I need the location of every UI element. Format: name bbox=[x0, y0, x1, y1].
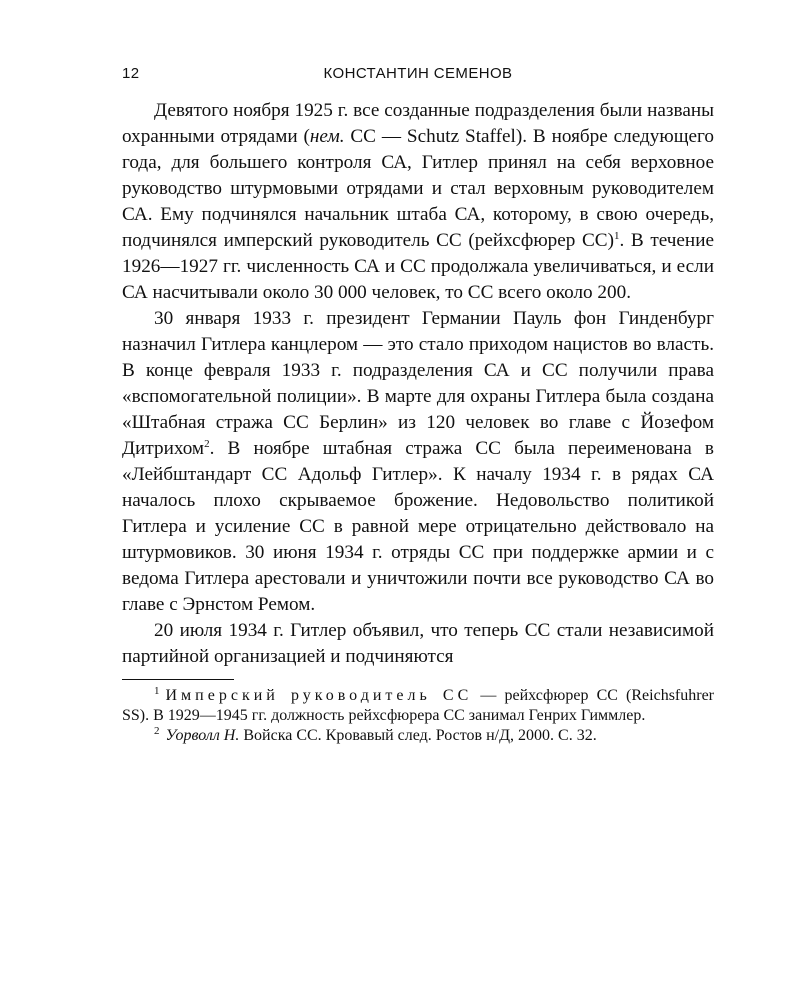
paragraph-2 bbox=[122, 306, 714, 618]
running-head-author: КОНСТАНТИН СЕМЕНОВ bbox=[323, 65, 513, 82]
book-page bbox=[122, 62, 714, 746]
footnote-2-marker: 2 bbox=[154, 725, 160, 737]
paragraph-3 bbox=[122, 618, 714, 670]
footnote-1-term: Имперский руководитель СС bbox=[165, 687, 473, 704]
abbreviation-nem: нем. bbox=[309, 126, 345, 147]
footnote-1-marker: 1 bbox=[154, 685, 160, 697]
footnote-2 bbox=[122, 726, 714, 746]
paragraph-1-text-c: СС — Schutz Staffel). В ноябре следующего года, для большего контроля СА, Гитлер принял на себя верховное руководство штурмовыми отрядами и стал верховным руководителем СА. Ему подчинялся начальник штаба СА, которому, в свою очередь, подчинялся имперский руководитель СС (рейхсфюрер СС) bbox=[122, 126, 714, 251]
main-text bbox=[122, 98, 714, 670]
paragraph-1 bbox=[122, 98, 714, 306]
footnote-2-author: Уорволл Н. bbox=[165, 727, 240, 744]
paragraph-2-text-b: . В ноябре штабная стража СС была переименована в «Лейбштандарт СС Адольф Гитлер». К началу 1934 г. в рядах СА началось плохо скрываемое брожение. Недовольство политикой Гитлера и усиление СС в равной мере отрицательно действовало на штурмовиков. 30 июня 1934 г. отряды СС при поддержке армии и с ведома Гитлера арестовали и уничтожили почти все руководство СА во главе с Эрнстом Ремом. bbox=[122, 438, 714, 615]
footnote-2-text: Войска СС. Кровавый след. Ростов н/Д, 2000. С. 32. bbox=[239, 727, 597, 744]
footnote-1 bbox=[122, 686, 714, 726]
paragraph-2-text-a: 30 января 1933 г. президент Германии Пауль фон Гинденбург назначил Гитлера канцлером — это стало приходом нацистов во власть. В конце февраля 1933 г. подразделения СА и СС получили права «вспомогательной полиции». В марте для охраны Гитлера была создана «Штабная стража СС Берлин» из 120 человек во главе с Йозефом Дитрихом bbox=[122, 308, 714, 459]
footnote-ref-2[interactable]: 2 bbox=[204, 438, 210, 450]
paragraph-3-text: 20 июля 1934 г. Гитлер объявил, что теперь СС стали независимой партийной организацией и подчиняются bbox=[122, 620, 714, 667]
footnote-ref-1[interactable]: 1 bbox=[614, 230, 620, 242]
footnote-1-text: — рейхсфюрер СС (Reichsfuhrer SS). В 1929—1945 гг. должность рейхсфюрера СС занимал Генрих Гиммлер. bbox=[122, 687, 715, 724]
paragraph-1-text-d: . В течение 1926—1927 гг. численность СА и СС продолжала увеличиваться, и если СА насчитывали около 30 000 человек, то СС всего около 200. bbox=[122, 230, 714, 303]
running-head bbox=[122, 62, 714, 86]
footnote-divider bbox=[122, 679, 234, 680]
paragraph-1-text-a: Девятого ноября 1925 г. все созданные подразделения были названы охранными отрядами ( bbox=[122, 100, 714, 147]
footnotes bbox=[122, 686, 714, 746]
page-number: 12 bbox=[122, 65, 140, 82]
